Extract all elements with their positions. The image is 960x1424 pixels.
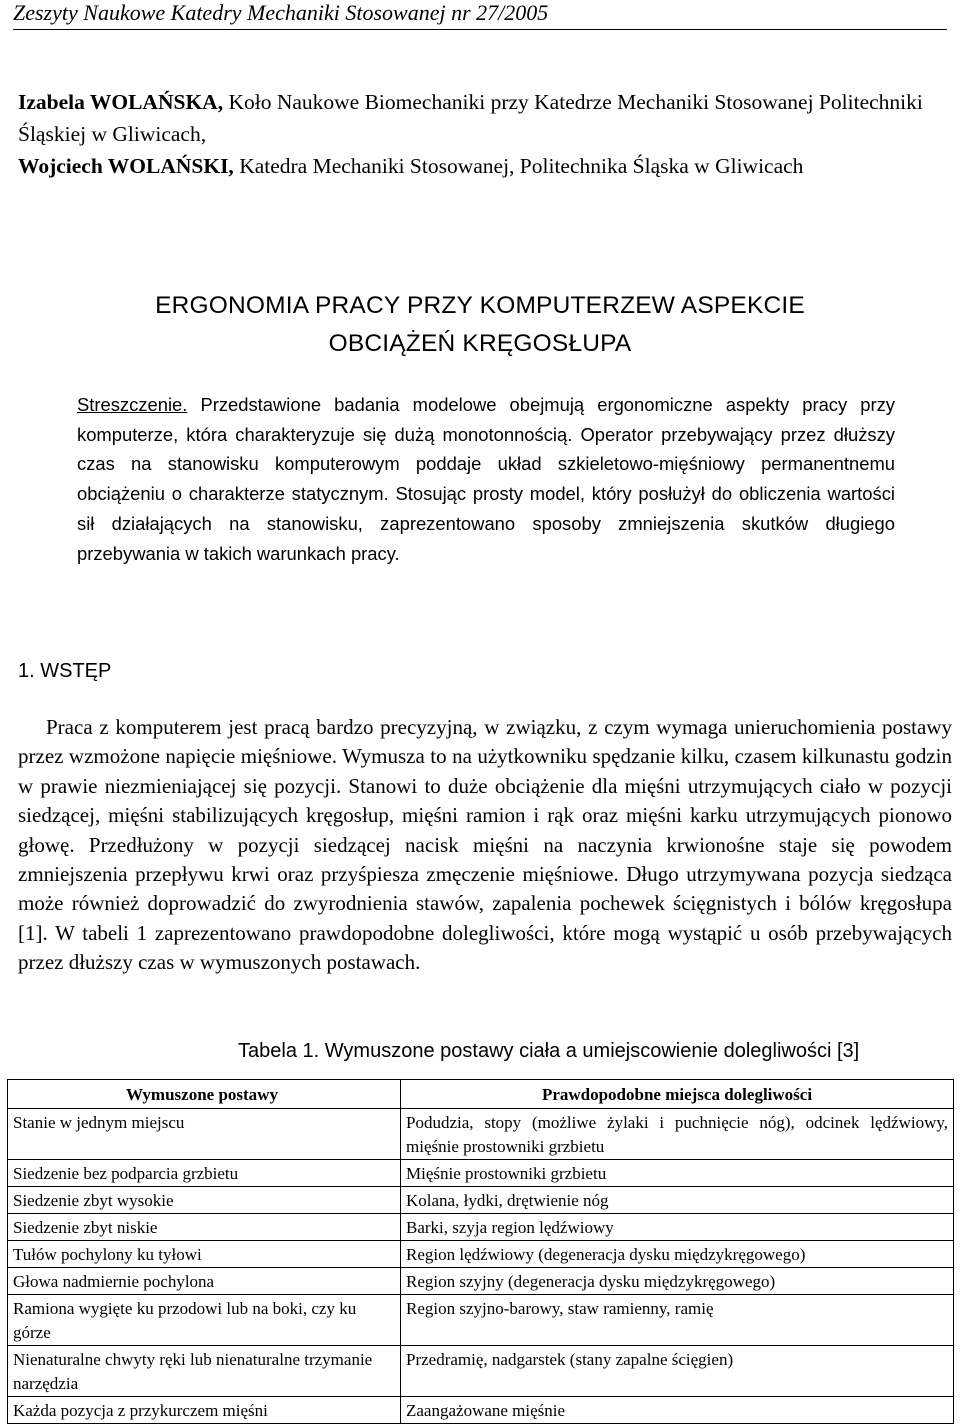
title-line-1: ERGONOMIA PRACY PRZY KOMPUTERZEW ASPEKCIE [155, 292, 805, 319]
abstract-label: Streszczenie. [77, 394, 188, 415]
posture-cell: Siedzenie zbyt niskie [8, 1214, 401, 1241]
posture-cell: Każda pozycja z przykurczem mięśni [8, 1397, 401, 1424]
authors-block [18, 86, 948, 182]
table-header-row [8, 1080, 954, 1109]
location-cell: Zaangażowane mięśnie [401, 1397, 954, 1424]
table-row [8, 1109, 954, 1160]
abstract-text: Przedstawione badania modelowe obejmują ergonomiczne aspekty pracy przy komputerze, która charakteryzuje się dużą monotonnością. Operator przebywający przez dłuższy czas na stanowisku komputerowym poddaje układ szkieletowo-mięśniowy permanentnemu obciążeniu o charakterze statycznym. Stosując prosty model, który posłużył do obliczenia wartości sił działających na stanowisku, zaprezentowano sposoby zmniejszenia skutków długiego przebywania w takich warunkach pracy. [77, 394, 895, 564]
table-header-locations: Prawdopodobne miejsca dolegliwości [401, 1080, 954, 1109]
section-heading: 1. WSTĘP [18, 660, 112, 682]
location-cell: Barki, szyja region lędźwiowy [401, 1214, 954, 1241]
postures-table [7, 1079, 954, 1424]
table-row [8, 1241, 954, 1268]
posture-cell: Ramiona wygięte ku przodowi lub na boki, czy ku górze [8, 1295, 401, 1346]
table-row [8, 1346, 954, 1397]
table-row [8, 1160, 954, 1187]
location-cell: Kolana, łydki, drętwienie nóg [401, 1187, 954, 1214]
posture-cell: Siedzenie zbyt wysokie [8, 1187, 401, 1214]
table-row [8, 1268, 954, 1295]
table-row [8, 1397, 954, 1424]
location-cell: Przedramię, nadgarstek (stany zapalne ścięgien) [401, 1346, 954, 1397]
location-cell: Region szyjno-barowy, staw ramienny, ramię [401, 1295, 954, 1346]
author-2-affiliation: Katedra Mechaniki Stosowanej, Politechnika Śląska w Gliwicach [233, 154, 804, 178]
posture-cell: Głowa nadmiernie pochylona [8, 1268, 401, 1295]
table-row [8, 1214, 954, 1241]
intro-paragraph: Praca z komputerem jest pracą bardzo precyzyjną, w związku, z czym wymaga unieruchomienia postawy przez wzmożone napięcie mięśniowe. Wymusza to na użytkowniku spędzanie kilku, czasem kilkunastu godzin w prawie niezmieniającej się pozycji. Stanowi to duże obciążenie dla mięśni utrzymujących ciało w pozycji siedzącej, mięśni stabilizujących kręgosłup, mięśni ramion i rąk oraz mięśni karku utrzymujących pionowo głowę. Przedłużony w pozycji siedzącej nacisk mięśni na naczynia krwionośne staje się powodem zmniejszenia przepływu krwi oraz przyśpiesza zmęczenie mięśniowe. Długo utrzymywana pozycja siedząca może również doprowadzić do zwyrodnienia stawów, zapalenia pochewek ścięgnistych i bólów kręgosłupa [1]. W tabeli 1 zaprezentowano prawdopodobne dolegliwości, które mogą wystąpić u osób przebywających przez dłuższy czas w wymuszonych postawach. [18, 715, 952, 975]
posture-cell: Siedzenie bez podparcia grzbietu [8, 1160, 401, 1187]
journal-header: Zeszyty Naukowe Katedry Mechaniki Stosowanej nr 27/2005 [13, 0, 947, 30]
location-cell: Mięśnie prostowniki grzbietu [401, 1160, 954, 1187]
table-caption: Tabela 1. Wymuszone postawy ciała a umiejscowienie dolegliwości [3] [238, 1040, 860, 1062]
table-header-postures: Wymuszone postawy [8, 1080, 401, 1109]
location-cell: Region szyjny (degeneracja dysku międzykręgowego) [401, 1268, 954, 1295]
posture-cell: Tułów pochylony ku tyłowi [8, 1241, 401, 1268]
author-2-name: Wojciech WOLAŃSKI, [18, 154, 234, 178]
posture-cell: Stanie w jednym miejscu [8, 1109, 401, 1160]
location-cell: Region lędźwiowy (degeneracja dysku międzykręgowego) [401, 1241, 954, 1268]
paper-title [0, 287, 960, 363]
title-line-2: OBCIĄŻEŃ KRĘGOSŁUPA [328, 330, 632, 357]
author-1-name: Izabela WOLAŃSKA, [18, 90, 224, 114]
abstract [77, 390, 895, 568]
posture-cell: Nienaturalne chwyty ręki lub nienaturalne trzymanie narzędzia [8, 1346, 401, 1397]
author-1-affiliation: Koło Naukowe Biomechaniki przy Katedrze Mechaniki Stosowanej Politechniki Śląskiej w Gliwicach, [18, 90, 923, 146]
table-row [8, 1187, 954, 1214]
table-row [8, 1295, 954, 1346]
location-cell: Podudzia, stopy (możliwe żylaki i puchnięcie nóg), odcinek lędźwiowy, mięśnie prostowniki grzbietu [401, 1109, 954, 1160]
